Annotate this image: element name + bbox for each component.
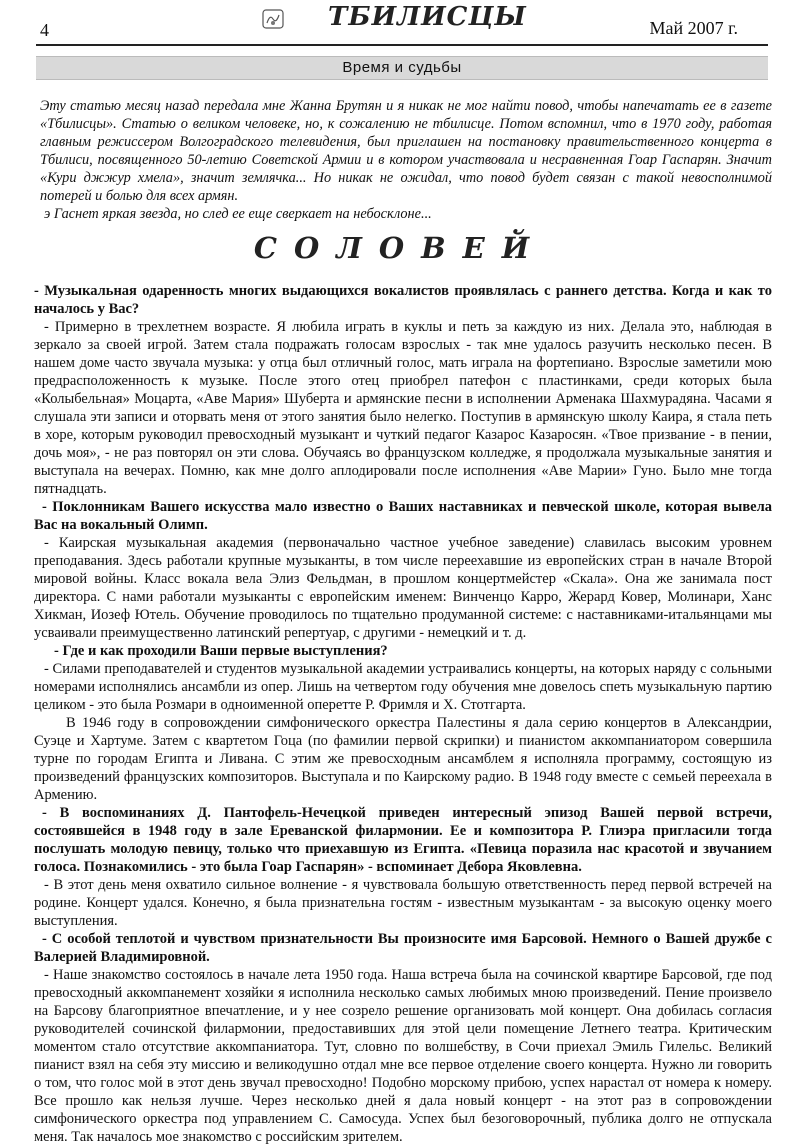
issue-date: Май 2007 г. [649, 18, 738, 38]
interview-question: - Где и как проходили Ваши первые выступления? [54, 643, 388, 659]
intro-paragraph: Эту статью месяц назад передала мне Жанна Брутян и я никак не мог найти повод, чтобы напечатать ее в газете «Тбилисцы». Статью о великом человеке, но, к сожалению не тбилисце. Потом вспомнил, что в 1970 году, работая главным режиссером Волгоградского телевидения, был приглашен на постановку правительственного концерта в Тбилиси, посвященного 50-летию Советской Армии и в котором участвовала и несравненная Гоар Гаспарян. Значит «Кури джжур хмела», значит землячка... Но никак не ожидал, что повод будет связан с такой невосполнимой потерей и болью для всех армян. [40, 98, 772, 204]
newspaper-masthead: ТБИЛИСЦЫ [328, 2, 527, 32]
section-title: Время и судьбы [342, 59, 462, 76]
interview-answer: - В этот день меня охватило сильное волнение - я чувствовала большую ответственность перед первой встречей на родине. Концерт удался. Конечно, я была признательна гостям - известным музыкантам - за высокую оценку моего выступления. [34, 877, 772, 929]
interview-answer-continued: В 1946 году в сопровождении симфонического оркестра Палестины я дала серию концертов в Александрии, Суэце и Хартуме. Затем с квартетом Гоца (по фамилии первой скрипки) и пианистом аккомпаниатором совершила турне по городам Египта и Ливана. С этим же превосходным ансамблем я исполняла программу, состоящую из произведений французских композиторов. Выступала и по Каирскому радио. В 1948 году вместе с семьей переехала в Армению. [34, 715, 772, 803]
interview-answer: - Каирская музыкальная академия (первоначально частное учебное заведение) славилась высоким уровнем преподавания. Здесь работали крупные музыканты, в том числе переехавшие из европейских стран в начале Второй мировой войны. Класс вокала вела Элиз Фельдман, в прошлом концертмейстер «Скала». Она же занимала пост директора. С нами работали музыканты с европейским именем: Винченцо Карро, Жерард Ковер, Молинари, Ханс Хикман, Иозеф Ютель. Обучение проводилось по тщательно продуманной системе: с наставниками-итальянцами мы усваивали преимущественно латинский репертуар, с другими - немецкий и т. д. [34, 535, 772, 641]
article-headline: СОЛОВЕЙ [253, 231, 547, 265]
page-number: 4 [40, 20, 49, 40]
editor-intro [40, 97, 772, 223]
interview-answer: - Примерно в трехлетнем возрасте. Я любила играть в куклы и петь за каждую из них. Делала это, наблюдая в зеркало за своей игрой. Затем стала подражать голосам взрослых - так мне удалось разучить несколько песен. В нашем доме часто звучала музыка: у отца был отличный голос, мать играла на фортепиано. Взрослые заметили мою предрасположенность к музыке. После этого отец приобрел патефон с пластинками, среди которых была «Колыбельная» Моцарта, «Аве Мария» Шуберта и армянские песни в исполнении Арменака Шахмурадяна. Часами я слушала эти записи и оторвать меня от этого занятия было нелегко. Поступив в армянскую школу Каира, я стала петь в хоре, которым руководил превосходный музыкант и чуткий педагог Казарос Казаросян. «Твое призвание - в пении, дочь моя», - не раз повторял он эти слова. Обучаясь во французском колледже, я продолжала музыкальные занятия и выступала на вечерах. Помню, как мне долго аплодировали после исполнения «Аве Марии» Гуно. Было мне тогда пятнадцать. [34, 319, 772, 497]
interview-answer: - Силами преподавателей и студентов музыкальной академии устраивались концерты, на которых наряду с сольными номерами исполнялись ансамбли из опер. Лишь на четвертом году обучения мне довелось спеть музыкальную партию целиком - это была Розмари в одноименной оперетте Р. Фримля и Х. Стотгарта. [34, 661, 772, 713]
publisher-logo-icon [262, 9, 284, 29]
header-rule [36, 44, 768, 46]
interview-article [34, 282, 772, 1146]
interview-answer: - Наше знакомство состоялось в начале лета 1950 года. Наша встреча была на сочинской квартире Барсовой, где под превосходный аккомпанемент хозяйки я исполнила несколько самых любимых мною произведений. Пение произвело на Барсову благоприятное впечатление, и у нее созрело решение организовать мой концерт. Она добилась согласия руководителей сочинской филармонии, предоставивших для этой цели помещение Летнего театра. Критическим моментом стало отсутствие аккомпаниатора. Тут, словно по волшебству, в Сочи приехал Эмиль Гилельс. Великий пианист взял на себя эту миссию и великодушно отдал мне все первое отделение своего концерта. Нужно ли говорить о том, что голос мой в этот день звучал превосходно! Подобно морскому прибою, успех нарастал от номера к номеру. Все прошло как нельзя лучше. Через несколько дней я дала новый концерт - на этот раз в сопровождении симфонического оркестра под управлением С. Самосуда. Успех был безоговорочный, публика долго не отпускала меня. Так началось мое знакомство с российским зрителем. [34, 967, 772, 1145]
interview-question: - С особой теплотой и чувством признательности Вы произносите имя Барсовой. Немного о Вашей дружбе с Валерией Владимировной. [34, 931, 772, 965]
interview-question: - Музыкальная одаренность многих выдающихся вокалистов проявлялась с раннего детства. Когда и как то началось у Вас? [34, 283, 772, 317]
interview-question: - В воспоминаниях Д. Пантофель-Нечецкой приведен интересный эпизод Вашей первой встречи, состоявшейся в 1948 году в зале Ереванской филармонии. Ее и композитора Р. Глиэра пригласили тогда послушать молодую певицу, только что приехавшую из Египта. «Певица поразила нас красотой и звучанием голоса. Познакомились - это была Гоар Гаспарян» - вспоминает Дебора Яковлевна. [34, 805, 772, 875]
section-band [36, 56, 768, 80]
intro-closing-line: э Гаснет яркая звезда, но след ее еще сверкает на небосклоне... [44, 206, 432, 222]
interview-question: - Поклонникам Вашего искусства мало известно о Ваших наставниках и певческой школе, которая вывела Вас на вокальный Олимп. [34, 499, 772, 533]
